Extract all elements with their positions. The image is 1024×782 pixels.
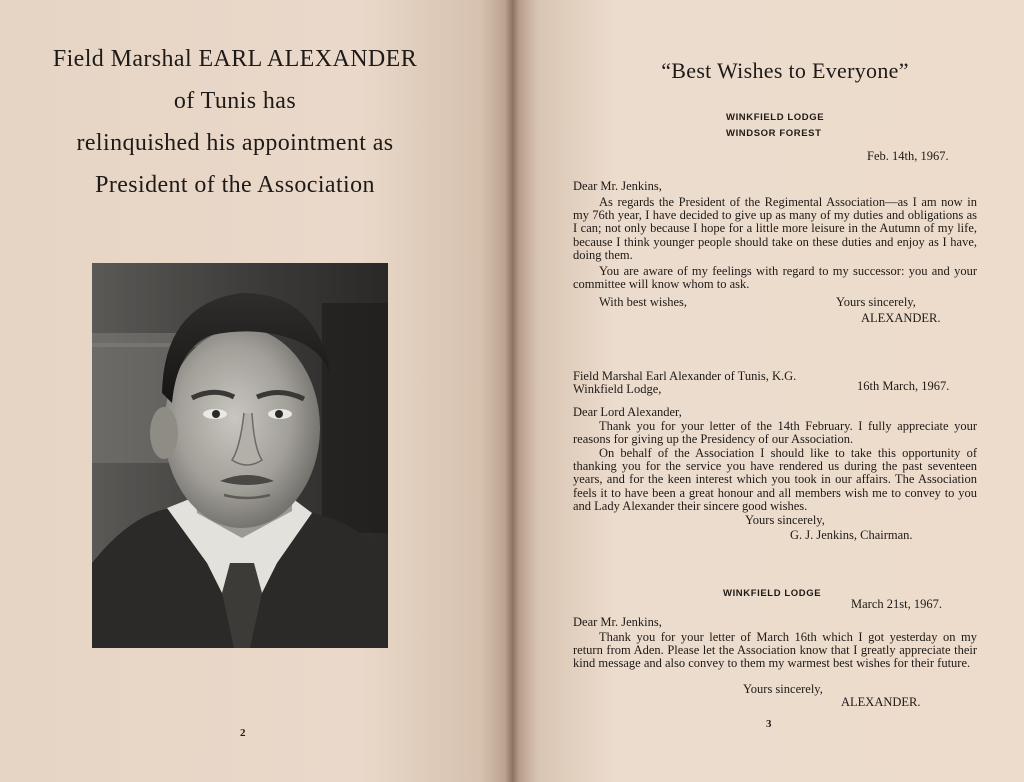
portrait-photo — [92, 263, 388, 648]
letter3-salutation: Dear Mr. Jenkins, — [573, 615, 662, 629]
letter1-paragraph-2: You are aware of my feelings with regard to my successor: you and your committee will know whom to ask. — [573, 264, 977, 292]
page-number-right: 3 — [766, 718, 772, 730]
right-page-heading: “Best Wishes to Everyone” — [661, 58, 909, 83]
letter2-paragraph-2: On behalf of the Association I should like to take this opportunity of thanking you for the service you have rendered us during the past seventeen years, and for the keen interest which you took in our affairs. The Association feels it to have been a great honour and all members wish me to convey to you and Lady Alexander their sincere good wishes. — [573, 446, 977, 513]
letter1-address-line-1: WINKFIELD LODGE — [726, 112, 825, 123]
letter1-salutation: Dear Mr. Jenkins, — [573, 179, 662, 193]
page-number-left: 2 — [240, 727, 246, 739]
letter2-salutation: Dear Lord Alexander, — [573, 405, 682, 419]
letter2-recipient-line-1: Field Marshal Earl Alexander of Tunis, K.G. — [573, 369, 797, 383]
letter2-closing: Yours sincerely, — [745, 513, 825, 527]
letter2-signature: G. J. Jenkins, Chairman. — [790, 528, 913, 542]
gutter — [505, 0, 519, 782]
letter1-address-line-2: WINDSOR FOREST — [726, 128, 822, 139]
letter3-signature: ALEXANDER. — [841, 695, 921, 709]
title-line-4: President of the Association — [95, 172, 375, 198]
letter3-date: March 21st, 1967. — [851, 597, 942, 611]
letter3-address: WINKFIELD LODGE — [723, 588, 822, 599]
letter1-paragraph-1: As regards the President of the Regimental Association—as I am now in my 76th year, I have decided to give up as many of my duties and obligations as I can; not only because I hope for a little more leisure in the Autumn of my life, because I think younger people should take on these duties and enjoy as I have, doing them. — [573, 195, 977, 262]
letter1-date: Feb. 14th, 1967. — [867, 149, 949, 163]
title-line-3: relinquished his appointment as — [76, 130, 394, 156]
letter3-paragraph-1: Thank you for your letter of March 16th which I got yesterday on my return from Aden. Please let the Association know that I greatly appreciate their kind message and also convey to them my warmest best wishes for their future. — [573, 630, 977, 671]
letter2-paragraph-1: Thank you for your letter of the 14th February. I fully appreciate your reasons for giving up the Presidency of our Association. — [573, 419, 977, 447]
letter1-signature: ALEXANDER. — [861, 311, 941, 325]
title-line-2: of Tunis has — [173, 88, 297, 114]
letter1-closing-left: With best wishes, — [599, 295, 688, 309]
letter1-closing-right: Yours sincerely, — [836, 295, 916, 309]
letter3-closing: Yours sincerely, — [743, 682, 823, 696]
letter2-date: 16th March, 1967. — [857, 379, 950, 393]
title-line-1: Field Marshal EARL ALEXANDER — [52, 46, 418, 72]
letter2-recipient-line-2: Winkfield Lodge, — [573, 382, 662, 396]
